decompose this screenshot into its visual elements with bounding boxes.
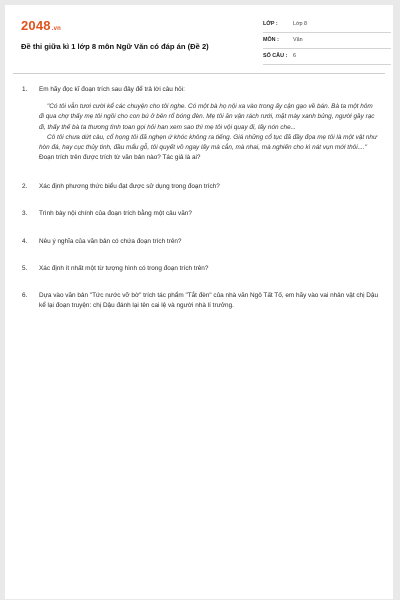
question-list: [19, 85, 379, 312]
meta-row-subject: [263, 33, 391, 49]
logo-main: 2048: [21, 18, 51, 33]
question-number: 3.: [22, 209, 28, 217]
question-number: 1.: [22, 86, 28, 93]
question-text: Trình bày nội chính của đoạn trích bằng một câu văn?: [39, 209, 192, 217]
question-item: [19, 85, 379, 163]
page-title: Đề thi giữa kì 1 lớp 8 môn Ngữ Văn có đáp án (Đề 2): [21, 42, 209, 51]
site-logo[interactable]: [21, 18, 61, 33]
document-header: [13, 9, 385, 79]
meta-value: Lớp 8: [293, 21, 308, 27]
question-item: [19, 264, 379, 274]
meta-label: SỐ CÂU :: [263, 53, 288, 59]
question-number: 4.: [22, 237, 28, 245]
meta-value: 6: [293, 53, 296, 59]
question-text: Nêu ý nghĩa của văn bản có chứa đoạn trích trên?: [39, 237, 182, 245]
meta-row-class: [263, 17, 391, 33]
meta-label: MÔN :: [263, 37, 279, 43]
question-text: Xác định phương thức biểu đạt được sử dụng trong đoạn trích?: [39, 183, 220, 191]
question-number: 2.: [22, 183, 28, 191]
question-item: [19, 182, 379, 192]
logo-tld: .vn: [51, 26, 62, 32]
question-text: Dựa vào văn bản "Tức nước vỡ bờ" trích tác phẩm "Tắt đèn" của nhà văn Ngô Tất Tố, em hãy vào vai nhân vật chị Dậu kể lại đoạn truyện: chị Dậu đánh lại tên cai lệ và người nhà lí trưởng.: [39, 292, 379, 310]
header-divider: [13, 73, 385, 74]
meta-table: [263, 17, 391, 65]
question-item: [19, 237, 379, 247]
question-number: 6.: [22, 292, 28, 300]
passage-paragraph: Cô tôi chưa dứt câu, cổ họng tôi đã nghẹn ứ khóc không ra tiếng. Giá những cổ tục đã đầy đọa mẹ tôi là một vật như hòn đá, hay cục thủy tinh, đầu mẩu gỗ, tôi quyết vồ ngay lấy mà cắn, mà nhai, mà nghiến cho kì nát vụn mới thôi....": [39, 133, 378, 152]
question-item: [19, 209, 379, 219]
meta-value: Văn: [293, 37, 303, 43]
document-sheet: [5, 5, 393, 599]
meta-label: LỚP :: [263, 21, 278, 27]
question-prompt: Đoạn trích trên được trích từ văn bản nào? Tác giả là ai?: [39, 154, 201, 162]
question-text: Em hãy đọc kĩ đoạn trích sau đây để trả lời câu hỏi:: [39, 86, 185, 93]
meta-row-question-count: [263, 49, 391, 65]
passage-paragraph: "Có tôi vẫn tươi cười kể các chuyện cho tôi nghe. Có một bà họ nội xa vào trong ấy cận gạo về bán. Bà ta một hôm đi qua chợ thấy mẹ tôi ngồi cho con bú ở bên rổ bóng đèn. Mẹ tôi ăn vận rách rưới, mặt mày xanh bủng, người gầy rạc đi, thấy thế bà ta thương tình toan gọi hỏi han xem sao thì mẹ tôi vội quay đi, lấy nón che...: [39, 103, 375, 131]
question-number: 5.: [22, 265, 28, 273]
question-text: Xác định ít nhất một từ tượng hình có trong đoạn trích trên?: [39, 265, 209, 273]
question-item: [19, 291, 379, 311]
